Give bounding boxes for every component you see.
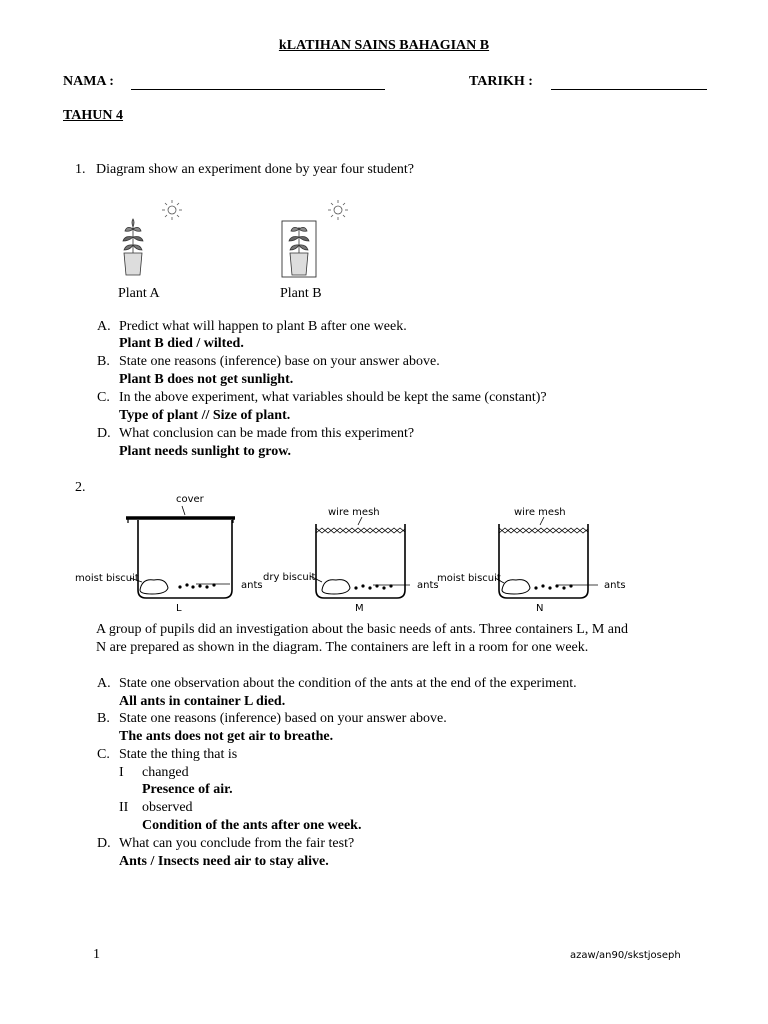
q2c-i-text: changed [142, 765, 189, 780]
q1-stem: Diagram show an experiment done by year four student? [96, 162, 415, 177]
moist-biscuit-n-label: moist biscuit [437, 573, 501, 584]
q2c-ii-text: observed [142, 800, 193, 815]
q2-intro-line2: N are prepared as shown in the diagram. The containers are left in a room for one week. [96, 640, 589, 655]
plant-b-icon [289, 227, 309, 275]
moist-biscuit-l-label: moist biscuit [75, 573, 139, 584]
q2c-letter: C. [97, 747, 110, 762]
footer-credit: azaw/an90/skstjoseph [570, 950, 681, 961]
ants-n-label: ants [604, 580, 626, 591]
page-title: kLATIHAN SAINS BAHAGIAN B [278, 38, 490, 53]
q1a-answer: Plant B died / wilted. [119, 336, 244, 351]
q1b-answer: Plant B does not get sunlight. [119, 372, 294, 387]
plant-a-label: Plant A [118, 286, 160, 301]
q1d-letter: D. [97, 426, 111, 441]
nama-field[interactable] [131, 89, 385, 90]
q2c-ii-answer: Condition of the ants after one week. [142, 818, 362, 833]
plant-a-icon [123, 219, 143, 275]
container-m-label: M [355, 603, 364, 614]
container-l-label: L [176, 603, 182, 614]
tarikh-label: TARIKH : [469, 74, 533, 89]
tarikh-field[interactable] [551, 89, 707, 90]
q2b-question: State one reasons (inference) based on your answer above. [119, 711, 447, 726]
cover-label: cover [176, 494, 204, 505]
sun-icon [328, 200, 348, 220]
q2d-question: What can you conclude from the fair test? [119, 836, 355, 851]
wire-mesh-n-label: wire mesh [514, 507, 566, 518]
dry-biscuit-m-label: dry biscuit [263, 572, 316, 583]
q1c-question: In the above experiment, what variables should be kept the same (constant)? [119, 390, 547, 405]
plant-diagram [110, 195, 360, 285]
q2d-letter: D. [97, 836, 111, 851]
q2a-answer: All ants in container L died. [119, 694, 286, 709]
q1d-answer: Plant needs sunlight to grow. [119, 444, 292, 459]
q2a-question: State one observation about the condition of the ants at the end of the experiment. [119, 676, 577, 691]
sun-icon [162, 200, 182, 220]
q2c-question: State the thing that is [119, 747, 238, 762]
q1a-letter: A. [97, 319, 111, 334]
q2c-i-answer: Presence of air. [142, 782, 233, 797]
q2a-letter: A. [97, 676, 111, 691]
q2b-letter: B. [97, 711, 110, 726]
q2-intro-line1: A group of pupils did an investigation about the basic needs of ants. Three containers L, M and [96, 622, 629, 637]
q1c-letter: C. [97, 390, 110, 405]
q2d-answer: Ants / Insects need air to stay alive. [119, 854, 329, 869]
q2b-answer: The ants does not get air to breathe. [119, 729, 334, 744]
q2-number: 2. [75, 480, 86, 495]
ants-l-label: ants [241, 580, 263, 591]
q2c-ii-roman: II [119, 800, 129, 815]
wire-mesh-m-label: wire mesh [328, 507, 380, 518]
q2c-i-roman: I [119, 765, 124, 780]
q1a-question: Predict what will happen to plant B after one week. [119, 319, 407, 334]
q1c-answer: Type of plant // Size of plant. [119, 408, 291, 423]
q1b-question: State one reasons (inference) base on your answer above. [119, 354, 440, 369]
nama-label: NAMA : [63, 74, 114, 89]
ants-m-label: ants [417, 580, 439, 591]
q1b-letter: B. [97, 354, 110, 369]
ant-containers-diagram [70, 490, 690, 620]
q1-number: 1. [75, 162, 86, 177]
page-number: 1 [93, 947, 100, 962]
container-n-label: N [536, 603, 544, 614]
plant-b-label: Plant B [280, 286, 322, 301]
tahun-heading: TAHUN 4 [63, 108, 124, 123]
q1d-question: What conclusion can be made from this experiment? [119, 426, 415, 441]
